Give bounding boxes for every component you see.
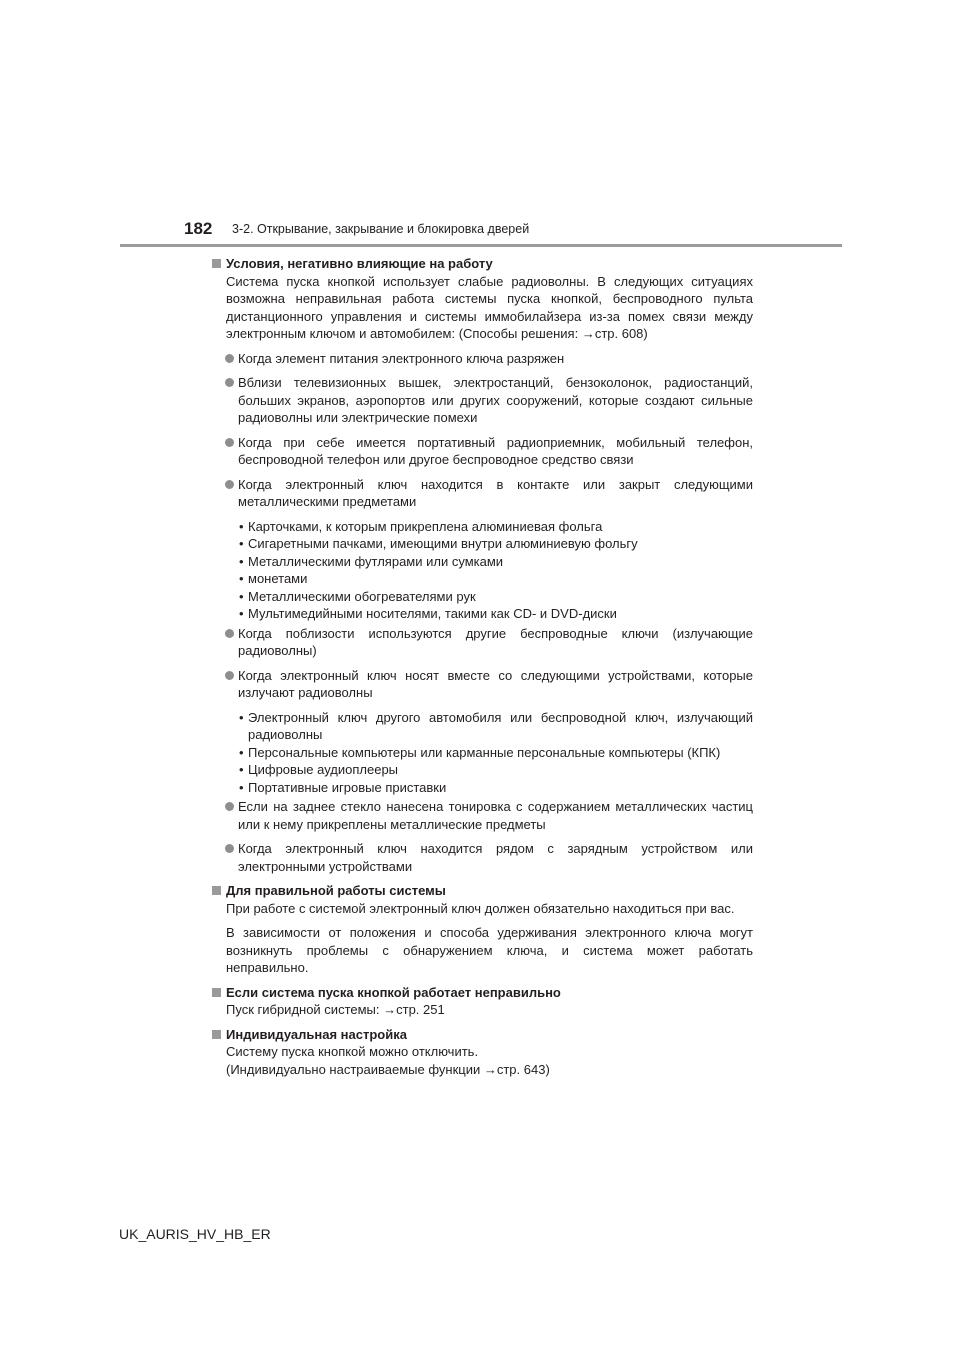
section-heading bbox=[212, 882, 753, 900]
sub-list-item: • монетами bbox=[239, 571, 308, 586]
bullet-item: Если на заднее стекло нанесена тонировка с содержанием металлических частиц или к нему прикреплены металлические предметы bbox=[212, 798, 753, 833]
sub-list-item: • Персональные компьютеры или карманные персональные компьютеры (КПК) bbox=[239, 744, 721, 760]
section-title: Если система пуска кнопкой работает неправильно bbox=[226, 984, 561, 1000]
section-proper-operation bbox=[212, 882, 753, 977]
square-bullet-icon bbox=[212, 1030, 221, 1039]
section-customization bbox=[212, 1026, 753, 1079]
footer-doc-code: UK_AURIS_HV_HB_ER bbox=[119, 1226, 271, 1242]
sub-list-item: • Металлическими футлярами или сумками bbox=[239, 553, 504, 569]
sub-list-item: • Цифровые аудиоплееры bbox=[239, 762, 399, 777]
page-number: 182 bbox=[184, 219, 213, 238]
bullet-item: Когда электронный ключ находится в контакте или закрыт следующими металлическими предметами bbox=[212, 476, 753, 511]
section-heading bbox=[212, 1026, 753, 1044]
arrow-icon: → bbox=[581, 326, 595, 341]
paragraph: (Индивидуально настраиваемые функции →стр. 643) bbox=[226, 1061, 550, 1077]
round-bullet-icon bbox=[225, 480, 234, 489]
section-title: Для правильной работы системы bbox=[226, 883, 446, 898]
sub-list-item: • Сигаретными пачками, имеющими внутри алюминиевую фольгу bbox=[239, 536, 638, 551]
round-bullet-icon bbox=[225, 844, 234, 853]
sub-list-item: • Мультимедийными носителями, такими как CD- и DVD-диски bbox=[239, 606, 617, 621]
round-bullet-icon bbox=[225, 671, 234, 680]
sub-list bbox=[212, 518, 753, 623]
sub-list-item: • Карточками, к которым прикреплена алюминиевая фольга bbox=[239, 518, 603, 534]
round-bullet-icon bbox=[225, 378, 234, 387]
page-content bbox=[212, 255, 753, 1085]
section-title: Условия, негативно влияющие на работу bbox=[226, 256, 493, 271]
section-conditions bbox=[212, 255, 753, 875]
paragraph: Система пуска кнопкой использует слабые радиоволны. В следующих ситуациях возможна неправильная работа системы пуска кнопкой, беспроводного пульта дистанционного управления и системы иммобилайзера из-за помех связи между электронным ключом и автомобилем: (Способы решения: →стр. 608) bbox=[226, 273, 753, 341]
running-head: 3-2. Открывание, закрывание и блокировка дверей bbox=[232, 222, 530, 236]
sub-list bbox=[212, 709, 753, 797]
bullet-item: Когда элемент питания электронного ключа разряжен bbox=[212, 350, 753, 368]
arrow-icon: → bbox=[483, 1061, 497, 1077]
paragraph: Пуск гибридной системы: →стр. 251 bbox=[226, 1002, 445, 1017]
bullet-item: Когда электронный ключ находится рядом с зарядным устройством или электронными устройствами bbox=[212, 840, 753, 875]
square-bullet-icon bbox=[212, 259, 221, 268]
header-rule bbox=[120, 244, 842, 247]
bullet-item: Когда поблизости используются другие беспроводные ключи (излучающие радиоволны) bbox=[212, 625, 753, 660]
bullet-item: Вблизи телевизионных вышек, электростанций, бензоколонок, радиостанций, больших экранов, аэропортов или других сооружений, которые создают сильные радиоволны или электрические помехи bbox=[212, 374, 753, 427]
round-bullet-icon bbox=[225, 438, 234, 447]
bullet-item: Когда при себе имеется портативный радиоприемник, мобильный телефон, беспроводной телефон или другое беспроводное средство связи bbox=[212, 434, 753, 469]
paragraph: При работе с системой электронный ключ должен обязательно находиться при вас. bbox=[226, 900, 735, 916]
bullet-item: Когда электронный ключ носят вместе со следующими устройствами, которые излучают радиоволны bbox=[212, 667, 753, 702]
square-bullet-icon bbox=[212, 886, 221, 895]
round-bullet-icon bbox=[225, 629, 234, 638]
round-bullet-icon bbox=[225, 354, 234, 363]
square-bullet-icon bbox=[212, 988, 221, 997]
section-title: Индивидуальная настройка bbox=[226, 1026, 407, 1042]
section-heading bbox=[212, 255, 753, 273]
paragraph: Систему пуска кнопкой можно отключить. bbox=[226, 1044, 479, 1059]
round-bullet-icon bbox=[225, 802, 234, 811]
section-malfunction bbox=[212, 984, 753, 1019]
section-heading bbox=[212, 984, 753, 1002]
arrow-icon: → bbox=[383, 1002, 397, 1017]
sub-list-item: • Металлическими обогревателями рук bbox=[239, 588, 476, 604]
sub-list-item: • Электронный ключ другого автомобиля или беспроводной ключ, излучающий радиоволны bbox=[239, 709, 753, 742]
sub-list-item: • Портативные игровые приставки bbox=[239, 779, 447, 795]
paragraph: В зависимости от положения и способа удерживания электронного ключа могут возникнуть проблемы с обнаружением ключа, и система может работать неправильно. bbox=[226, 925, 753, 975]
